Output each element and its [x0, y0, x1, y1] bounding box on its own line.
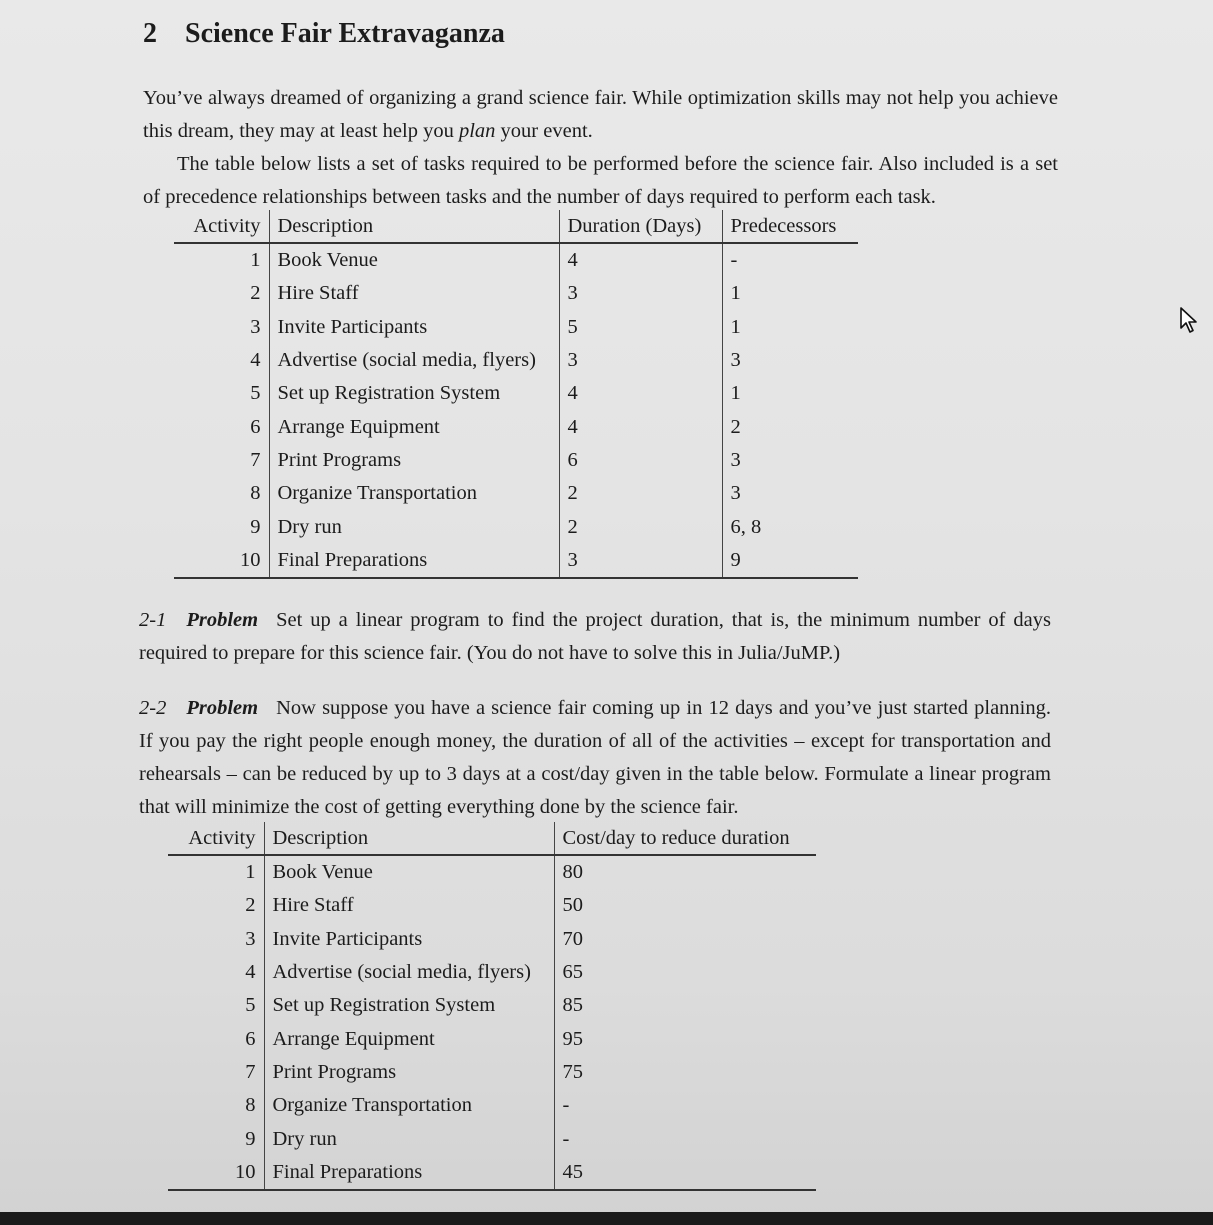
predecessors-cell: 1: [730, 315, 741, 338]
table-row: [168, 989, 816, 1022]
intro-emphasis: plan: [458, 120, 496, 142]
problem-number: 2-2: [139, 697, 167, 719]
table-row: [168, 1022, 816, 1055]
activity-cell: 3: [174, 311, 269, 344]
cost-cell: 95: [562, 1027, 583, 1050]
table-header-row: [168, 822, 816, 855]
cost-cell: 70: [562, 927, 583, 950]
activity-cell: 3: [168, 923, 264, 956]
activity-cell: 5: [174, 377, 269, 410]
predecessors-cell: 1: [730, 382, 741, 405]
duration-cell: 4: [559, 377, 722, 410]
description-cell: Advertise (social media, flyers): [269, 344, 559, 377]
section-heading: [143, 18, 505, 50]
activity-cell: 4: [168, 956, 264, 989]
problem-text: Set up a linear program to find the project duration, that is, the minimum number of days required to prepare for this science fair. (You do not have to solve this in Julia/JuMP.): [139, 609, 1051, 664]
description-cell: Advertise (social media, flyers): [264, 956, 554, 989]
table-header-row: [174, 210, 858, 243]
problem-number: 2-1: [139, 609, 167, 631]
activity-cell: 8: [174, 477, 269, 510]
description-cell: Invite Participants: [269, 311, 559, 344]
table-row: [168, 923, 816, 956]
intro-text-1b: your event.: [495, 120, 593, 142]
duration-cell: 3: [559, 277, 722, 310]
cost-cell: 65: [562, 961, 583, 984]
activity-cell: 10: [174, 544, 269, 578]
activity-cell: 7: [168, 1056, 264, 1089]
intro-text-2: The table below lists a set of tasks required to be performed before the science fair. Also included is a set of precedence relationships between tasks and the number of days required to perform each task.: [143, 153, 1058, 208]
activity-cell: 9: [168, 1122, 264, 1155]
description-cell: Hire Staff: [269, 277, 559, 310]
description-cell: Final Preparations: [269, 544, 559, 578]
duration-cell: 6: [559, 444, 722, 477]
predecessors-cell: 3: [730, 482, 741, 505]
cost-cell: -: [562, 1127, 570, 1150]
description-cell: Organize Transportation: [264, 1089, 554, 1122]
duration-cell: 3: [559, 544, 722, 578]
task-duration-table: [174, 210, 858, 579]
table-row: [174, 410, 858, 443]
section-number: 2: [143, 18, 157, 49]
table-row: [174, 477, 858, 510]
description-cell: Dry run: [269, 510, 559, 543]
activity-cell: 8: [168, 1089, 264, 1122]
description-cell: Book Venue: [269, 243, 559, 277]
table-row: [168, 956, 816, 989]
table-row: [174, 510, 858, 543]
activity-cell: 7: [174, 444, 269, 477]
problem-2-1: [139, 604, 1051, 670]
problem-label: Problem: [186, 609, 259, 631]
description-cell: Set up Registration System: [264, 989, 554, 1022]
duration-cell: 5: [559, 311, 722, 344]
description-cell: Set up Registration System: [269, 377, 559, 410]
description-cell: Print Programs: [264, 1056, 554, 1089]
table-row: [168, 855, 816, 889]
header-cost: Cost/day to reduce duration: [562, 827, 790, 849]
description-cell: Invite Participants: [264, 923, 554, 956]
activity-cell: 9: [174, 510, 269, 543]
cost-cell: 45: [562, 1160, 583, 1183]
activity-cell: 2: [168, 889, 264, 922]
table-row: [174, 344, 858, 377]
header-description: Description: [264, 822, 554, 855]
table-row: [174, 243, 858, 277]
description-cell: Organize Transportation: [269, 477, 559, 510]
description-cell: Hire Staff: [264, 889, 554, 922]
activity-cell: 10: [168, 1156, 264, 1190]
predecessors-cell: 3: [730, 448, 741, 471]
description-cell: Dry run: [264, 1122, 554, 1155]
activity-cell: 6: [174, 410, 269, 443]
activity-cell: 5: [168, 989, 264, 1022]
table-row: [174, 277, 858, 310]
problem-text: Now suppose you have a science fair coming up in 12 days and you’ve just started planning. If you pay the right people enough money, the duration of all of the activities – except for transportation and rehearsals – can be reduced by up to 3 days at a cost/day given in the table below. Formulate a linear program that will minimize the cost of getting everything done by the science fair.: [139, 697, 1051, 818]
intro-paragraph-1: [143, 82, 1058, 148]
description-cell: Book Venue: [264, 855, 554, 889]
problem-label: Problem: [186, 697, 259, 719]
duration-cell: 2: [559, 477, 722, 510]
table-row: [168, 1156, 816, 1190]
cost-cell: 85: [562, 994, 583, 1017]
cost-cell: -: [562, 1094, 570, 1117]
description-cell: Arrange Equipment: [264, 1022, 554, 1055]
activity-cell: 1: [168, 855, 264, 889]
table-row: [174, 311, 858, 344]
header-activity: Activity: [174, 210, 269, 243]
description-cell: Print Programs: [269, 444, 559, 477]
predecessors-cell: 2: [730, 415, 741, 438]
screen-bezel: [0, 1212, 1213, 1225]
duration-cell: 2: [559, 510, 722, 543]
cost-cell: 80: [562, 861, 583, 884]
duration-cell: 4: [559, 410, 722, 443]
intro-paragraph-2: [143, 148, 1058, 214]
activity-cell: 2: [174, 277, 269, 310]
activity-cell: 1: [174, 243, 269, 277]
predecessors-cell: 9: [730, 548, 741, 571]
table-row: [174, 377, 858, 410]
predecessors-cell: 3: [730, 349, 741, 372]
table-row: [168, 889, 816, 922]
table-row: [168, 1089, 816, 1122]
cost-cell: 50: [562, 894, 583, 917]
duration-cell: 3: [559, 344, 722, 377]
activity-cell: 6: [168, 1022, 264, 1055]
table-row: [168, 1122, 816, 1155]
section-title: Science Fair Extravaganza: [185, 18, 505, 49]
header-duration: Duration (Days): [559, 210, 722, 243]
duration-cell: 4: [559, 243, 722, 277]
intro-text-1a: You’ve always dreamed of organizing a grand science fair. While optimization skills may not help you achieve this dream, they may at least help you: [143, 87, 1058, 142]
problem-2-2: [139, 692, 1051, 824]
description-cell: Arrange Equipment: [269, 410, 559, 443]
cost-reduction-table: [168, 822, 816, 1191]
predecessors-cell: 1: [730, 282, 741, 305]
table-row: [174, 444, 858, 477]
mouse-pointer-icon: [1178, 306, 1200, 334]
predecessors-cell: -: [730, 249, 738, 272]
description-cell: Final Preparations: [264, 1156, 554, 1190]
table-row: [174, 544, 858, 578]
predecessors-cell: 6, 8: [730, 515, 762, 538]
header-activity: Activity: [168, 822, 264, 855]
cost-cell: 75: [562, 1060, 583, 1083]
header-predecessors: Predecessors: [730, 215, 837, 237]
table-row: [168, 1056, 816, 1089]
activity-cell: 4: [174, 344, 269, 377]
header-description: Description: [269, 210, 559, 243]
